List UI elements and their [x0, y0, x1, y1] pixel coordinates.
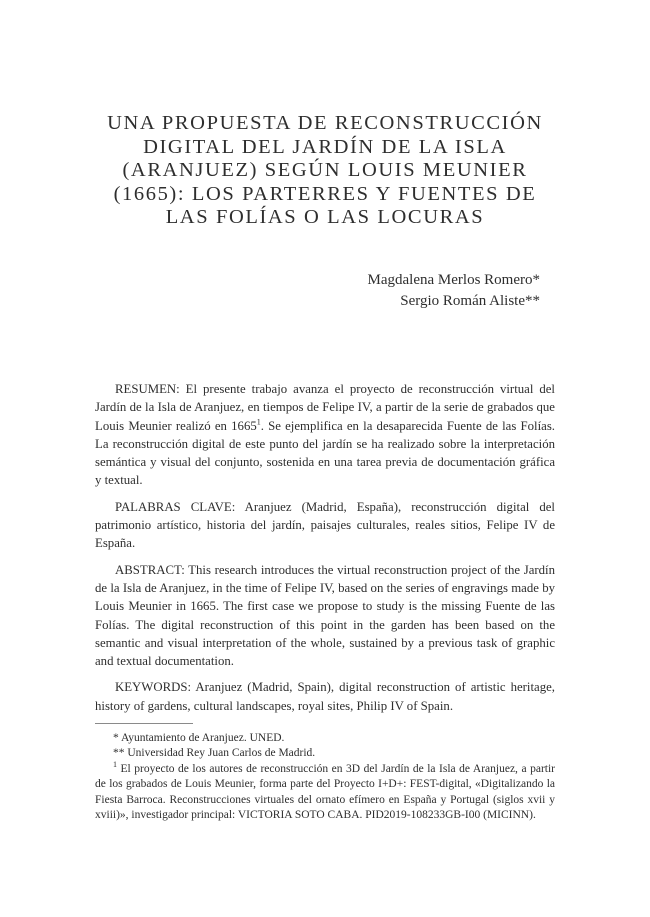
keywords-paragraph: KEYWORDS: Aranjuez (Madrid, Spain), digital reconstruction of artistic heritage, history of gardens, cultural landscapes, royal sites, Philip IV of Spain.	[95, 680, 555, 713]
title-line: UNA PROPUESTA DE RECONSTRUCCIÓN	[107, 112, 543, 134]
article-title	[90, 112, 560, 230]
title-line: LAS FOLÍAS O LAS LOCURAS	[165, 206, 485, 229]
resumen-text: RESUMEN: El presente trabajo avanza el proyecto de reconstrucción virtual del Jardín de la Isla de Aranjuez, en tiempos de Felipe IV, a partir de la serie de grabados que Louis Meunier realizó en 1665	[95, 382, 555, 433]
author-name: Sergio Román Aliste**	[400, 293, 540, 309]
footnote-2: ** Universidad Rey Juan Carlos de Madrid.	[113, 747, 316, 760]
footnote-marker: 1	[113, 760, 117, 770]
footnotes	[95, 731, 555, 823]
footnote-divider	[95, 723, 193, 724]
title-line: (ARANJUEZ) SEGÚN LOUIS MEUNIER	[122, 159, 528, 182]
footnote-reference: 1	[256, 417, 261, 427]
title-line: (1665): LOS PARTERRES Y FUENTES DE	[113, 182, 537, 205]
title-line: DIGITAL DEL JARDÍN DE LA ISLA	[143, 135, 507, 158]
palabras-clave-paragraph: PALABRAS CLAVE: Aranjuez (Madrid, España), reconstrucción digital del patrimonio artístico, historia del jardín, paisajes culturales, reales sitios, Felipe IV de España.	[95, 499, 555, 551]
abstract-paragraph: ABSTRACT: This research introduces the virtual reconstruction project of the Jardín de la Isla de Aranjuez, in the time of Felipe IV, based on the series of engravings made by Louis Meunier in 1665. The first case we propose to study is the missing Fuente de las Folías. The digital reconstruction of this point in the garden has been based on the semantic and visual interpretation of the whole, sustained by a previous task of graphic and textual documentation.	[95, 562, 555, 669]
footnote-3-text: El proyecto de los autores de reconstrucción en 3D del Jardín de la Isla de Aranjuez, a partir de los grabados de Louis Meunier, forma parte del Proyecto I+D+: FEST-digital, «Digitalizando la Fiesta Barroca. Reconstrucciones virtuales del ornato efímero en España y Portugal (siglos xvii y xviii)», investigador principal: VICTORIA SOTO CABA. PID2019-108233GB-I00 (MICINN).	[95, 762, 555, 822]
footnote-3	[95, 762, 555, 824]
footnote-1: * Ayuntamiento de Aranjuez. UNED.	[113, 732, 285, 745]
authors-block	[368, 270, 540, 312]
resumen-paragraph	[95, 380, 555, 490]
article-body	[95, 380, 555, 823]
author-name: Magdalena Merlos Romero*	[367, 272, 540, 288]
resumen-text-continued: . Se ejemplifica en la desaparecida Fuente de las Folías. La reconstrucción digital de este punto del jardín se ha realizado sobre la interpretación semántica y visual del conjunto, sostenida en una tarea previa de documentación gráfica y textual.	[95, 418, 556, 488]
